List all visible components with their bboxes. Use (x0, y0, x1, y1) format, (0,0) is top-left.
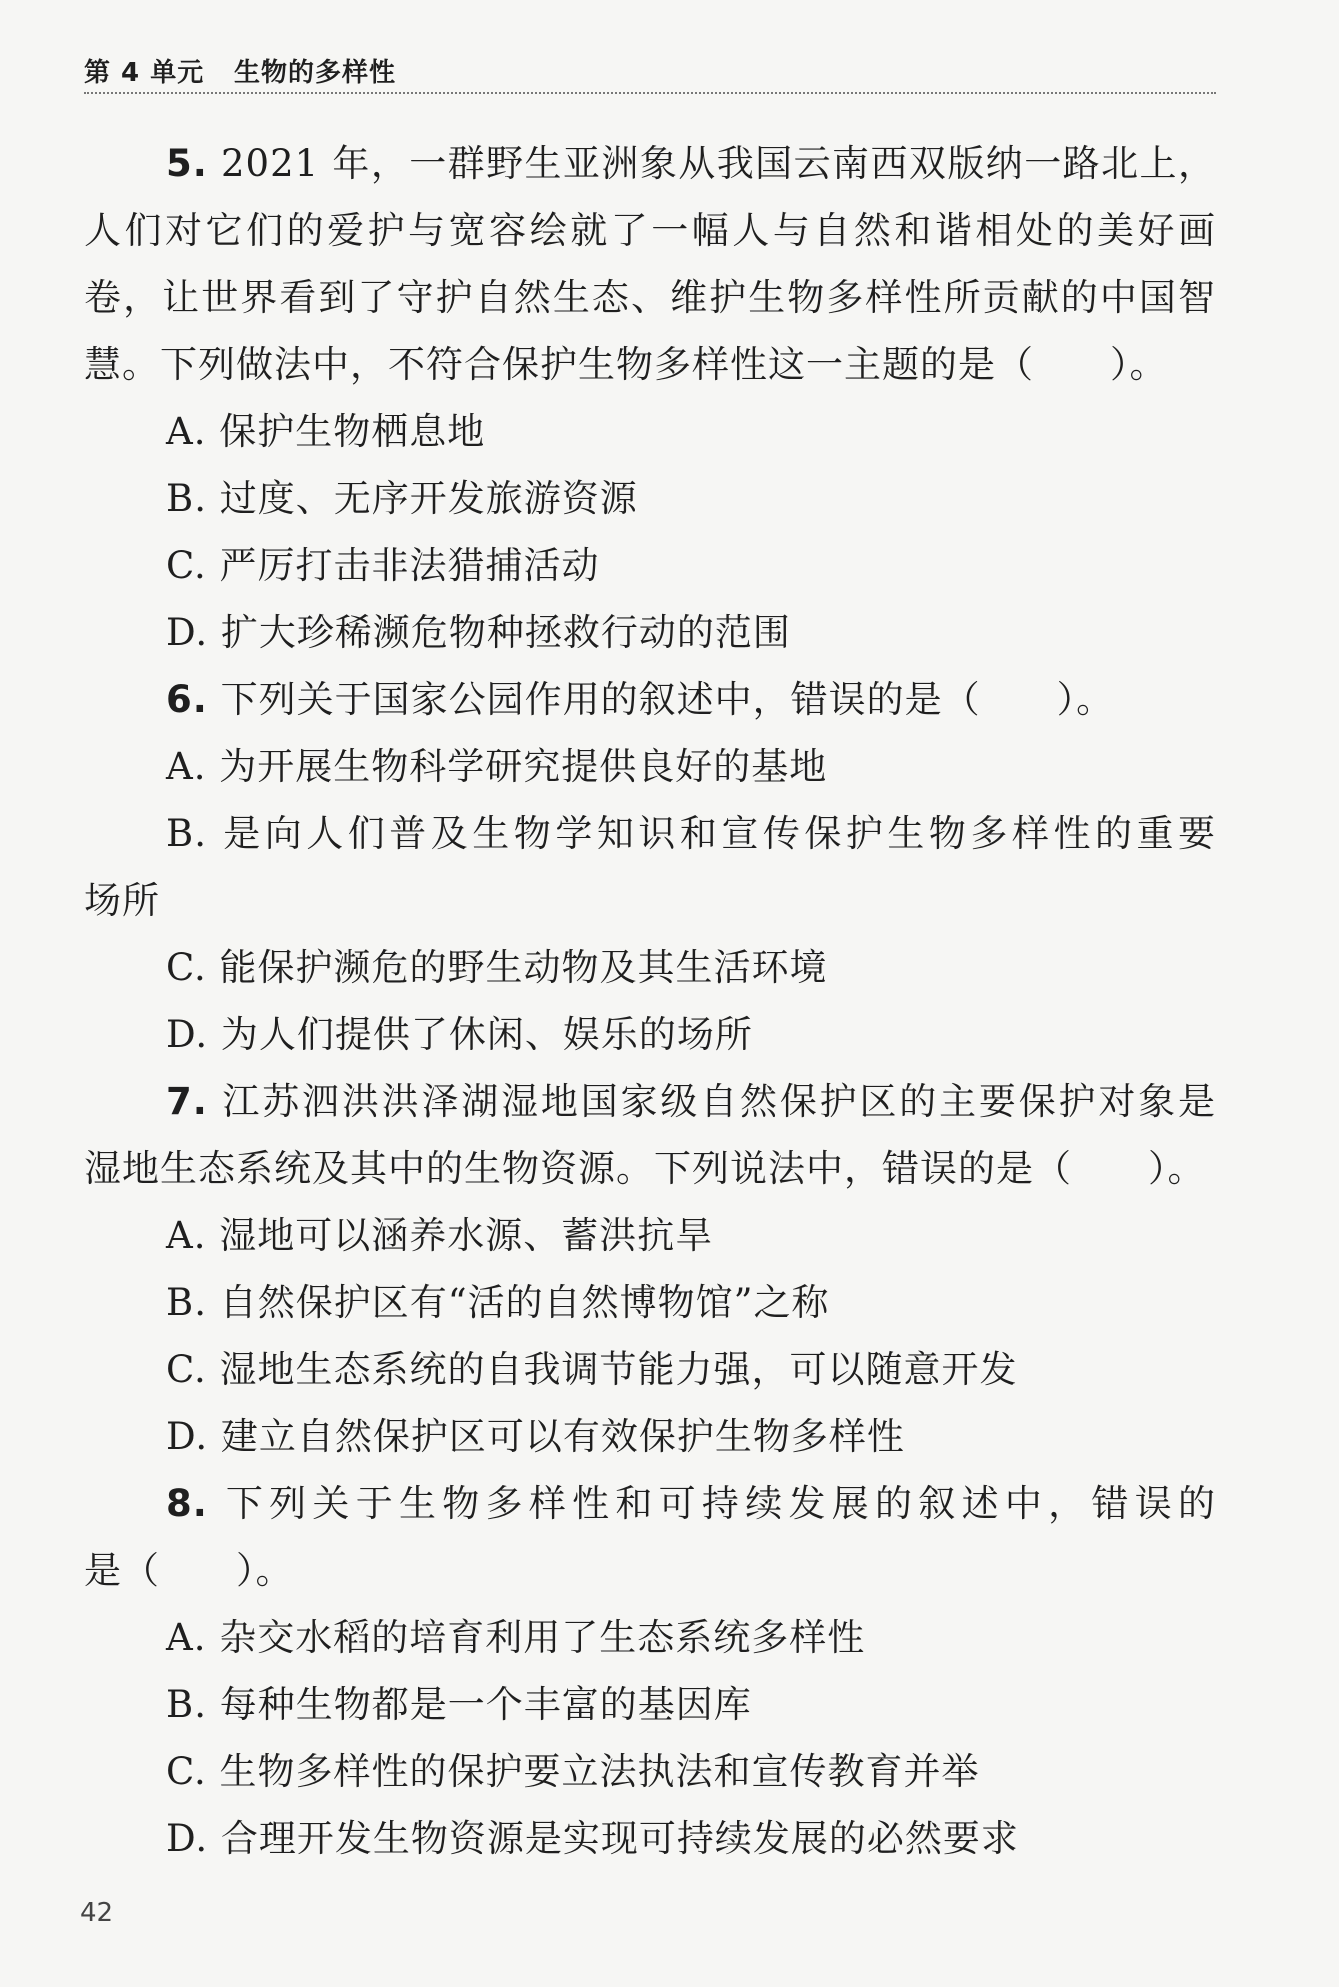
question-number: 6. (166, 678, 208, 721)
option-b-continuation: 场所 (84, 879, 160, 922)
question-stem-line: 是（ ）。 (84, 1549, 294, 1592)
option-c: C. 生物多样性的保护要立法执法和宣传教育并举 (166, 1750, 980, 1793)
question-7 (84, 1068, 1216, 1470)
option-a: A. 为开展生物科学研究提供良好的基地 (166, 745, 828, 788)
question-stem-line: 卷，让世界看到了守护自然生态、维护生物多样性所贡献的中国智 (84, 276, 1216, 319)
running-header (84, 44, 1216, 94)
option-d: D. 建立自然保护区可以有效保护生物多样性 (166, 1415, 905, 1458)
option-b: B. 是向人们普及生物学知识和宣传保护生物多样性的重要 (166, 812, 1216, 855)
question-number: 7. (166, 1080, 208, 1123)
option-a: A. 杂交水稻的培育利用了生态系统多样性 (166, 1616, 866, 1659)
question-6 (84, 666, 1216, 1068)
question-5 (84, 130, 1216, 666)
option-a: A. 湿地可以涵养水源、蓄洪抗旱 (166, 1214, 714, 1257)
question-stem-line: 7. 江苏泗洪洪泽湖湿地国家级自然保护区的主要保护对象是 (166, 1080, 1216, 1123)
question-number: 5. (166, 142, 208, 185)
option-c: C. 能保护濒危的野生动物及其生活环境 (166, 946, 828, 989)
option-b: B. 自然保护区有“活的自然博物馆”之称 (166, 1281, 830, 1324)
question-number: 8. (166, 1482, 208, 1525)
option-d: D. 扩大珍稀濒危物种拯救行动的范围 (166, 611, 791, 654)
option-c: C. 严厉打击非法猎捕活动 (166, 544, 600, 587)
question-8 (84, 1470, 1216, 1872)
question-stem-line: 湿地生态系统及其中的生物资源。下列说法中，错误的是（ ）。 (84, 1147, 1206, 1190)
question-stem-line: 慧。下列做法中，不符合保护生物多样性这一主题的是（ ）。 (84, 343, 1168, 386)
page-number: 42 (80, 1898, 114, 1928)
unit-label: 第 4 单元 (84, 58, 205, 88)
option-c: C. 湿地生态系统的自我调节能力强，可以随意开发 (166, 1348, 1018, 1391)
option-d: D. 合理开发生物资源是实现可持续发展的必然要求 (166, 1817, 1019, 1860)
question-stem-line: 8. 下列关于生物多样性和可持续发展的叙述中，错误的 (166, 1482, 1217, 1525)
option-d: D. 为人们提供了休闲、娱乐的场所 (166, 1013, 753, 1056)
question-stem-line: 人们对它们的爱护与宽容绘就了一幅人与自然和谐相处的美好画 (84, 209, 1216, 252)
option-b: B. 每种生物都是一个丰富的基因库 (166, 1683, 752, 1726)
unit-title: 生物的多样性 (234, 58, 397, 88)
option-a: A. 保护生物栖息地 (166, 410, 486, 453)
questions-section (84, 130, 1216, 1872)
option-b: B. 过度、无序开发旅游资源 (166, 477, 638, 520)
question-stem-line: 6. 下列关于国家公园作用的叙述中，错误的是（ ）。 (166, 678, 1115, 721)
question-stem-line: 5. 2021 年，一群野生亚洲象从我国云南西双版纳一路北上， (166, 142, 1216, 185)
